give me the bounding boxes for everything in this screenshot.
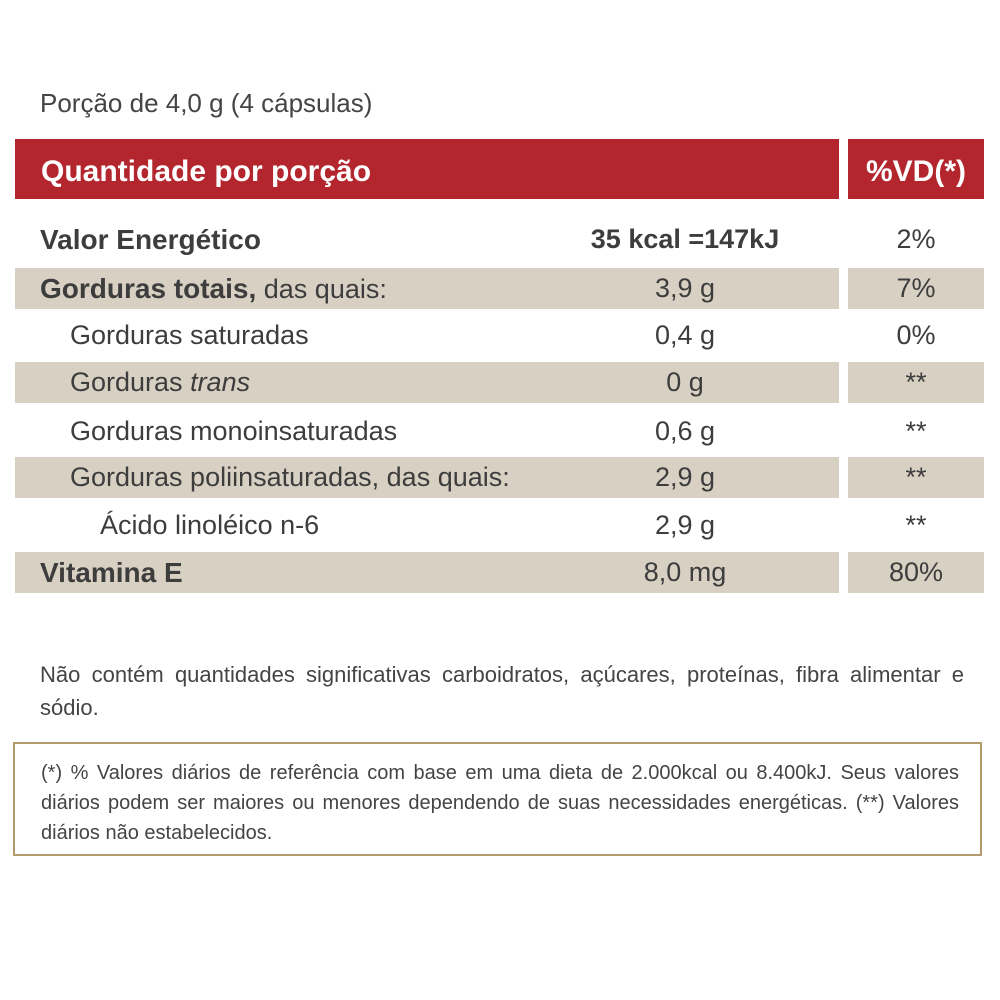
table-header-vd bbox=[848, 139, 984, 199]
row-amount: 3,9 g bbox=[654, 273, 716, 303]
row-vd: 0% bbox=[896, 320, 936, 350]
row-vd: ** bbox=[905, 367, 927, 397]
row-label-suffix: das quais: bbox=[256, 274, 387, 304]
table-row-saturated-fat bbox=[0, 315, 1000, 356]
row-label-bold: Gorduras totais, bbox=[40, 273, 257, 304]
row-label: Gorduras monoinsaturadas bbox=[70, 416, 398, 446]
row-amount: 0 g bbox=[666, 367, 704, 397]
table-row-linoleic-acid bbox=[0, 505, 1000, 546]
row-amount: 0,6 g bbox=[654, 416, 716, 446]
table-row-monounsaturated-fat bbox=[0, 411, 1000, 452]
row-amount: 2,9 g bbox=[654, 510, 716, 540]
table-row-vitamin-e bbox=[0, 552, 1000, 593]
row-amount: 2,9 g bbox=[654, 462, 716, 492]
header-title: Quantidade por porção bbox=[41, 155, 372, 188]
footnote-box bbox=[13, 742, 982, 856]
table-row-total-fat bbox=[0, 268, 1000, 309]
row-label-italic: trans bbox=[190, 367, 251, 397]
row-amount: 35 kcal =147kJ bbox=[590, 224, 780, 254]
row-vd: ** bbox=[905, 416, 927, 446]
header-vd-label: %VD(*) bbox=[865, 155, 966, 188]
row-vd: 2% bbox=[896, 224, 936, 254]
row-amount: 0,4 g bbox=[654, 320, 716, 350]
row-vd: 7% bbox=[896, 273, 936, 303]
row-label: Ácido linoléico n-6 bbox=[100, 510, 320, 540]
row-label bbox=[70, 367, 250, 398]
table-header-quantity bbox=[15, 139, 839, 199]
nutrition-note: Não contém quantidades significativas carboidratos, açúcares, proteínas, fibra alimentar e sódio. bbox=[40, 662, 964, 720]
table-row-polyunsaturated-fat bbox=[0, 457, 1000, 498]
row-vd: 80% bbox=[888, 557, 944, 587]
row-label: Vitamina E bbox=[40, 557, 183, 588]
row-label: Valor Energético bbox=[40, 224, 261, 255]
portion-size: Porção de 4,0 g (4 cápsulas) bbox=[40, 88, 373, 118]
row-amount: 8,0 mg bbox=[643, 557, 727, 587]
row-label: Gorduras saturadas bbox=[70, 320, 309, 350]
row-vd: ** bbox=[905, 510, 927, 540]
footnote-text: (*) % Valores diários de referência com base em uma dieta de 2.000kcal ou 8.400kJ. Seus valores diários podem ser maiores ou menores dependendo de suas necessidades energéticas. (**) Valores diários não estabelecidos. bbox=[41, 762, 959, 844]
table-row-trans-fat bbox=[0, 362, 1000, 403]
row-vd: ** bbox=[905, 462, 927, 492]
row-label: Gorduras poliinsaturadas, das quais: bbox=[70, 462, 510, 492]
row-label-prefix: Gorduras bbox=[70, 367, 191, 397]
table-row-energy bbox=[0, 219, 1000, 260]
row-label bbox=[40, 273, 387, 305]
